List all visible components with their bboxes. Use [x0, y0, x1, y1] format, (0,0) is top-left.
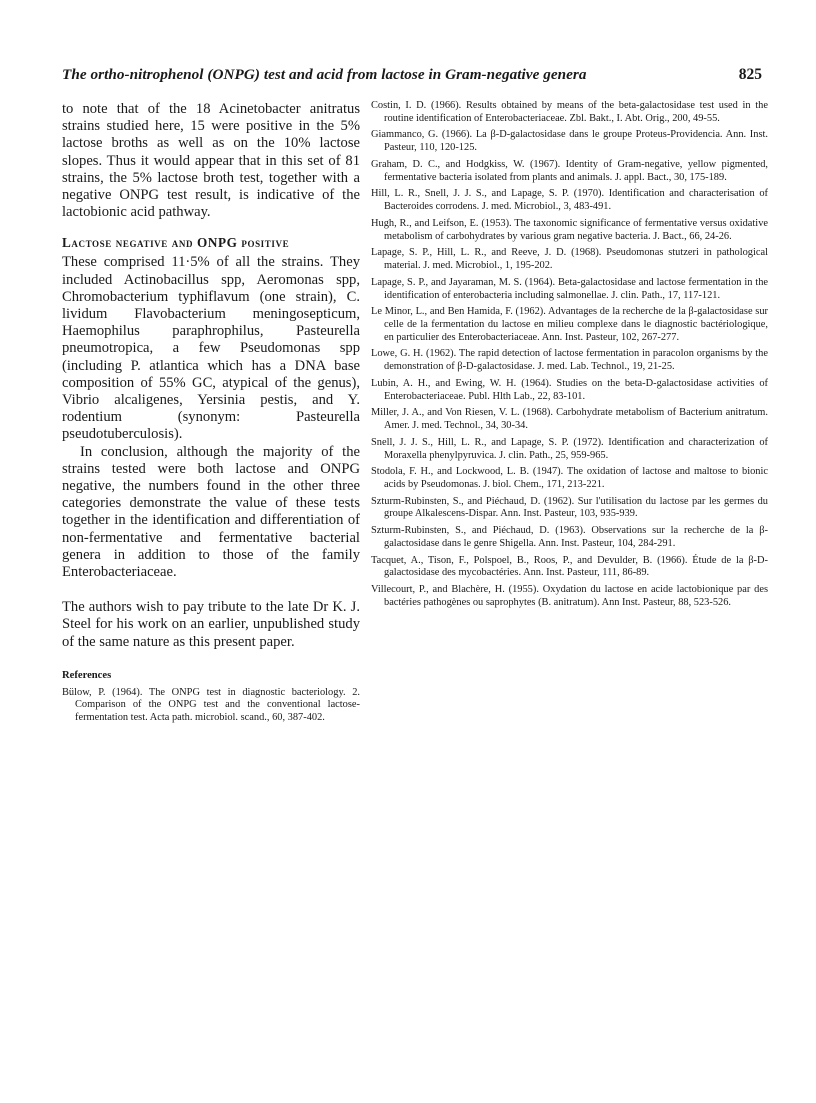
reference-item: Lapage, S. P., and Jayaraman, M. S. (1964). Beta-galactosidase and lactose fermentation in the identification of enterobacteria including salmonellae. J. clin. Path., 17, 117-121. [371, 276, 768, 301]
reference-item: Bülow, P. (1964). The ONPG test in diagnostic bacteriology. 2. Comparison of the ONPG test and the conventional lactose-fermentation test. Acta path. microbiol. scand., 60, 387-402. [62, 686, 360, 724]
references-list [371, 100, 768, 610]
reference-item: Le Minor, L., and Ben Hamida, F. (1962). Advantages de la recherche de la β-galactosidase sur celle de la fermentation du lactose en milieu complexe dans le diagnostic bactériologique, en particulier des Enterobacteriaceae. Ann. Inst. Pasteur, 102, 267-277. [371, 306, 768, 343]
reference-item: Tacquet, A., Tison, F., Polspoel, B., Roos, P., and Devulder, B. (1966). Étude de la β-D-galactosidase des mycobactéries. Ann. Inst. Pasteur, 111, 86-89. [371, 554, 768, 579]
references-heading: References [62, 669, 112, 681]
conclusion-paragraph: In conclusion, although the majority of the strains tested were both lactose and ONPG negative, the numbers found in the other three categories demonstrate the value of these tests together in the identification and differentiation of non-fermentative and fermentative bacterial genera in addition to those of the family Enterobacteriaceae. [62, 443, 360, 581]
running-header [62, 66, 762, 88]
reference-item: Hugh, R., and Leifson, E. (1953). The taxonomic significance of fermentative versus oxidative metabolism of carbohydrates by various gram negative bacteria. J. Bact., 66, 24-26. [371, 217, 768, 242]
reference-item: Villecourt, P., and Blachère, H. (1955). Oxydation du lactose en acide lactobionique par des bactéries pathogènes ou saprophytes (B. anitratum). Ann Inst. Pasteur, 88, 523-526. [371, 584, 768, 608]
reference-item: Szturm-Rubinsten, S., and Piéchaud, D. (1962). Sur l'utilisation du lactose par les germes du groupe Alkalescens-Dispar. Ann. Inst. Pasteur, 103, 935-939. [371, 495, 768, 520]
page-number: 825 [738, 66, 762, 83]
reference-item: Costin, I. D. (1966). Results obtained by means of the beta-galactosidase test used in the routine identification of Enterobacteriaceae. Zbl. Bakt., I. Abt. Orig., 200, 49-55. [371, 100, 768, 124]
left-column [62, 101, 360, 725]
reference-item: Szturm-Rubinsten, S., and Piéchaud, D. (1963). Observations sur la recherche de la β-galactosidase dans le genre Shigella. Ann. Inst. Pasteur, 104, 284-291. [371, 525, 768, 549]
lactose-negative-paragraph: These comprised 11·5% of all the strains. They included Actinobacillus spp, Aeromonas spp, Chromobacterium typhiflavum (one strain), C. lividum Flavobacterium meningosepticum, Haemophilus paraphrophilus, Pasteurella pneumotropica, a few Pseudomonas spp (including P. atlantica which has a DNA base composition of 55% GC, atypical of the genus), Vibrio alcaligenes, Yersinia pestis, and Y. rodentium (synonym: Pasteurella pseudotuberculosis). [62, 254, 360, 443]
reference-item: Giammanco, G. (1966). La β-D-galactosidase dans le groupe Proteus-Providencia. Ann. Inst. Pasteur, 110, 120-125. [371, 129, 768, 154]
reference-item: Lubin, A. H., and Ewing, W. H. (1964). Studies on the beta-D-galactosidase activities of Enterobacteriaceae. Publ. Hlth Lab., 22, 83-101. [371, 377, 768, 402]
reference-item: Graham, D. C., and Hodgkiss, W. (1967). Identity of Gram-negative, yellow pigmented, fermentative bacteria isolated from plants and animals. J. appl. Bact., 30, 175-189. [371, 158, 768, 183]
reference-item: Hill, L. R., Snell, J. J. S., and Lapage, S. P. (1970). Identification and characterisation of Bacteroides corrodens. J. med. Microbiol., 3, 483-491. [371, 188, 768, 213]
reference-item: Stodola, F. H., and Lockwood, L. B. (1947). The oxidation of lactose and maltose to bionic acids by Pseudomonas. J. biol. Chem., 171, 213-221. [371, 466, 768, 490]
reference-item: Snell, J. J. S., Hill, L. R., and Lapage, S. P. (1972). Identification and characterization of Moraxella phenylpyruvica. J. clin. Path., 25, 959-965. [371, 436, 768, 461]
section-heading: Lactose negative and ONPG positive [62, 235, 290, 251]
reference-item: Lowe, G. H. (1962). The rapid detection of lactose fermentation in paracolon organisms by the demonstration of β-D-galactosidase. J. med. Lab. Technol., 19, 21-25. [371, 348, 768, 373]
reference-item: Miller, J. A., and Von Riesen, V. L. (1968). Carbohydrate metabolism of Bacterium anitratum. Amer. J. med. Technol., 34, 30-34. [371, 407, 768, 432]
acknowledgement: The authors wish to pay tribute to the late Dr K. J. Steel for his work on an earlier, unpublished study of the same nature as this present paper. [62, 599, 360, 650]
reference-item: Lapage, S. P., Hill, L. R., and Reeve, J. D. (1968). Pseudomonas stutzeri in pathological material. J. med. Microbiol., 1, 195-202. [371, 247, 768, 272]
running-title: The ortho-nitrophenol (ONPG) test and acid from lactose in Gram-negative genera [62, 66, 587, 83]
continuation-paragraph: to note that of the 18 Acinetobacter anitratus strains studied here, 15 were positive in the 5% lactose broths as well as on the 10% lactose slopes. Thus it would appear that in this set of 81 strains, the 5% lactose broth test, together with a negative ONPG test result, is indicative of the lactobionic acid pathway. [62, 101, 360, 221]
